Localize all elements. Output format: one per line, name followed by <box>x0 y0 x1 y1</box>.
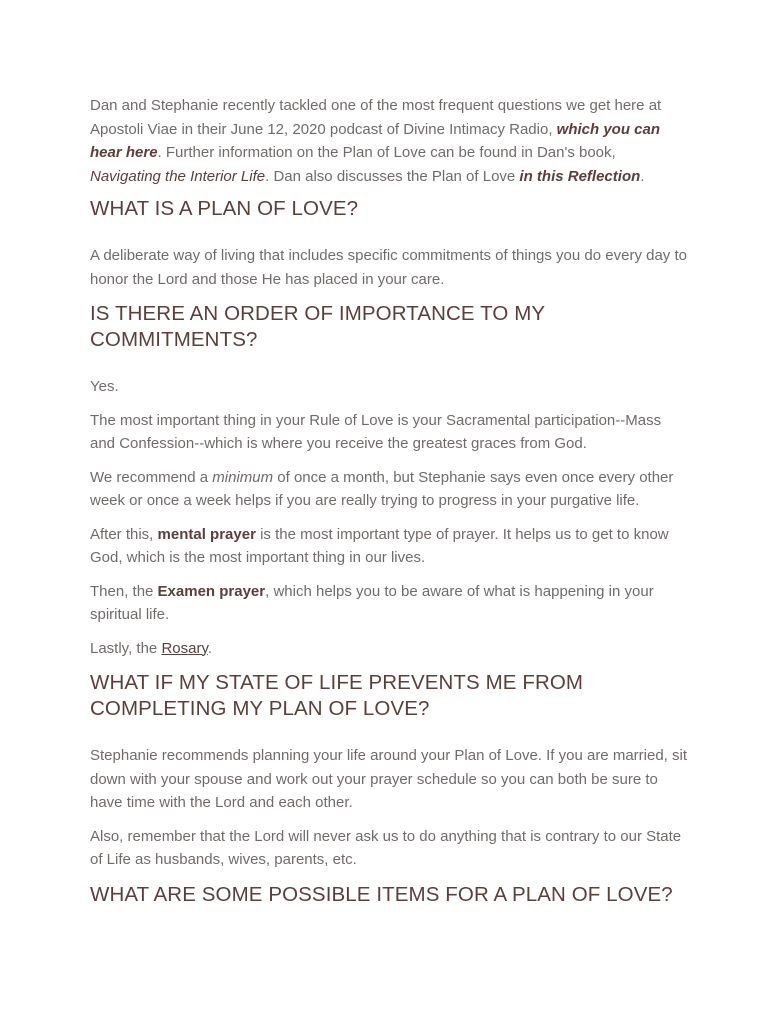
paragraph-examen <box>90 580 690 627</box>
article-content <box>90 94 690 926</box>
podcast-link[interactable]: which you can hear here <box>90 120 661 161</box>
paragraph-yes: Yes. <box>90 378 119 395</box>
heading-order-of-importance: IS THERE AN ORDER OF IMPORTANCE TO MY COMMITMENTS? <box>90 302 545 351</box>
intro-text-2: . Further information on the Plan of Love can be found in Dan's book, <box>157 144 616 161</box>
minimum-text-1: We recommend a <box>90 468 213 486</box>
paragraph-mental-prayer <box>90 523 690 570</box>
intro-text-4: . <box>640 167 645 185</box>
mental-prayer-bold: mental prayer <box>157 525 256 543</box>
heading-possible-items: WHAT ARE SOME POSSIBLE ITEMS FOR A PLAN OF LOVE? <box>90 882 673 906</box>
mental-prayer-text-1: After this, <box>90 525 158 543</box>
paragraph-plan-of-love-definition: A deliberate way of living that includes specific commitments of things you do every day to honor the Lord and those He has placed in your care. <box>90 247 687 288</box>
intro-text-1: Dan and Stephanie recently tackled one of the most frequent questions we get here at Apostoli Viae in their June 12, 2020 podcast of Divine Intimacy Radio, <box>90 97 662 138</box>
rosary-text-2: . <box>207 639 213 657</box>
heading-what-is-plan-of-love: WHAT IS A PLAN OF LOVE? <box>90 197 359 220</box>
paragraph-planning-life: Stephanie recommends planning your life around your Plan of Love. If you are married, sit down with your spouse and work out your prayer schedule so you can both be sure to have time with the Lord and each other. <box>90 747 687 811</box>
intro-text-3: . Dan also discusses the Plan of Love <box>265 167 520 185</box>
heading-state-of-life: WHAT IF MY STATE OF LIFE PREVENTS ME FROM COMPLETING MY PLAN OF LOVE? <box>90 671 584 720</box>
paragraph-state-of-life: Also, remember that the Lord will never ask us to do anything that is contrary to our State of Life as husbands, wives, parents, etc. <box>90 827 682 868</box>
reflection-link[interactable]: in this Reflection <box>519 167 641 185</box>
mental-prayer-text-2: is the most important type of prayer. It helps us to get to know God, which is the most important thing in our lives. <box>90 525 669 566</box>
rosary-link[interactable]: Rosary <box>161 639 208 657</box>
intro-paragraph <box>90 94 690 188</box>
rosary-text-1: Lastly, the <box>90 639 162 657</box>
paragraph-rosary <box>90 637 690 661</box>
examen-text-1: Then, the <box>90 582 158 600</box>
examen-bold: Examen prayer <box>157 582 266 600</box>
book-title: Navigating the Interior Life <box>90 167 266 185</box>
examen-text-2: , which helps you to be aware of what is happening in your spiritual life. <box>90 582 654 623</box>
paragraph-sacramental: The most important thing in your Rule of Love is your Sacramental participation--Mass and Confession--which is where you receive the greatest graces from God. <box>90 411 662 452</box>
paragraph-minimum <box>90 466 690 513</box>
minimum-emphasis: minimum <box>212 468 274 486</box>
minimum-text-2: of once a month, but Stephanie says even once every other week or once a week helps if you are really trying to progress in your purgative life. <box>90 468 674 509</box>
